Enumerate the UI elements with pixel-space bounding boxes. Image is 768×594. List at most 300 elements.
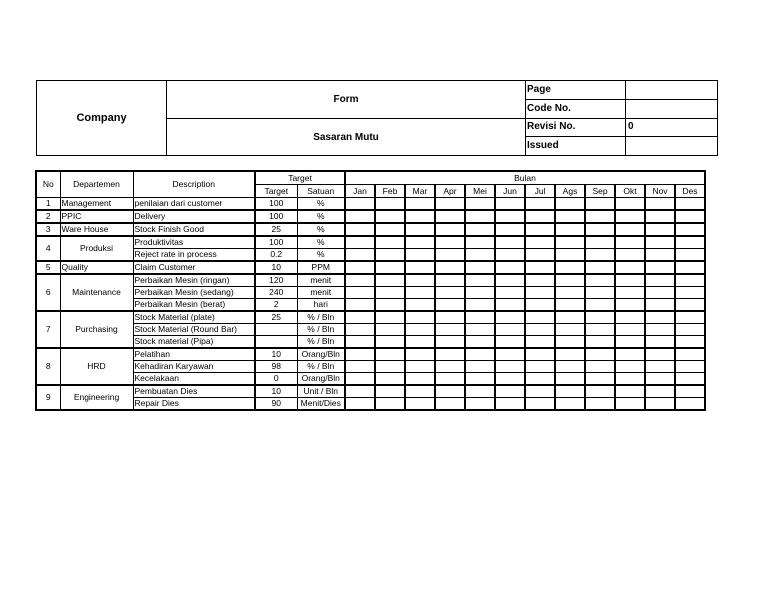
month-cell[interactable] <box>405 210 435 223</box>
month-cell[interactable] <box>555 336 585 349</box>
month-cell[interactable] <box>555 236 585 249</box>
target-cell: 10 <box>255 261 297 274</box>
table-row <box>36 373 705 386</box>
month-cell[interactable] <box>525 261 555 274</box>
month-cell[interactable] <box>465 361 495 373</box>
month-cell[interactable] <box>345 348 375 361</box>
month-cell[interactable] <box>615 373 645 386</box>
month-cell[interactable] <box>525 274 555 287</box>
month-cell[interactable] <box>495 274 525 287</box>
month-cell[interactable] <box>645 373 675 386</box>
month-cell[interactable] <box>405 311 435 324</box>
row-number: 1 <box>36 198 60 211</box>
month-cell[interactable] <box>525 299 555 312</box>
month-cell[interactable] <box>615 261 645 274</box>
month-cell[interactable] <box>375 210 405 223</box>
target-cell: 100 <box>255 198 297 211</box>
month-cell[interactable] <box>525 311 555 324</box>
month-cell[interactable] <box>495 336 525 349</box>
table-row <box>36 236 705 249</box>
satuan-cell: hari <box>297 299 345 312</box>
target-cell: 2 <box>255 299 297 312</box>
satuan-cell: Unit / Bln <box>297 385 345 398</box>
month-cell[interactable] <box>555 398 585 411</box>
month-cell[interactable] <box>615 274 645 287</box>
month-cell[interactable] <box>375 287 405 299</box>
description-cell: Stock material (Pipa) <box>133 336 255 349</box>
meta-label: Code No. <box>526 100 626 118</box>
month-cell[interactable] <box>405 398 435 411</box>
month-header: Apr <box>435 185 465 198</box>
target-cell: 98 <box>255 361 297 373</box>
month-cell[interactable] <box>465 311 495 324</box>
month-cell[interactable] <box>375 311 405 324</box>
month-cell[interactable] <box>345 223 375 236</box>
month-cell[interactable] <box>675 261 705 274</box>
month-cell[interactable] <box>435 249 465 262</box>
month-cell[interactable] <box>675 236 705 249</box>
month-cell[interactable] <box>345 274 375 287</box>
month-cell[interactable] <box>555 210 585 223</box>
department-cell: Produksi <box>60 236 133 261</box>
month-cell[interactable] <box>675 249 705 262</box>
month-cell[interactable] <box>615 236 645 249</box>
month-cell[interactable] <box>615 198 645 211</box>
month-cell[interactable] <box>435 311 465 324</box>
month-cell[interactable] <box>405 261 435 274</box>
description-cell: Reject rate in process <box>133 249 255 262</box>
month-cell[interactable] <box>495 287 525 299</box>
description-cell: Stock Material (Round Bar) <box>133 324 255 336</box>
department-cell: PPIC <box>60 210 133 223</box>
month-cell[interactable] <box>615 223 645 236</box>
month-cell[interactable] <box>585 385 615 398</box>
col-header-no: No <box>36 171 60 198</box>
department-cell: Maintenance <box>60 274 133 311</box>
month-cell[interactable] <box>405 299 435 312</box>
month-header: Jan <box>345 185 375 198</box>
satuan-cell: % <box>297 210 345 223</box>
month-cell[interactable] <box>585 336 615 349</box>
month-cell[interactable] <box>645 223 675 236</box>
form-label: Form <box>167 81 526 119</box>
month-header: Mei <box>465 185 495 198</box>
target-cell: 0.2 <box>255 249 297 262</box>
description-cell: Kecelakaan <box>133 373 255 386</box>
description-cell: Claim Customer <box>133 261 255 274</box>
description-cell: penilaian dari customer <box>133 198 255 211</box>
month-cell[interactable] <box>555 361 585 373</box>
meta-value <box>628 100 717 118</box>
month-cell[interactable] <box>375 236 405 249</box>
month-cell[interactable] <box>345 287 375 299</box>
month-cell[interactable] <box>675 361 705 373</box>
month-cell[interactable] <box>585 198 615 211</box>
month-cell[interactable] <box>495 324 525 336</box>
table-row <box>36 324 705 336</box>
department-cell: Management <box>60 198 133 211</box>
month-cell[interactable] <box>555 223 585 236</box>
table-row <box>36 336 705 349</box>
month-cell[interactable] <box>555 348 585 361</box>
month-cell[interactable] <box>585 311 615 324</box>
month-header: Nov <box>645 185 675 198</box>
description-cell: Repair Dies <box>133 398 255 411</box>
month-cell[interactable] <box>435 287 465 299</box>
month-cell[interactable] <box>675 336 705 349</box>
description-cell: Stock Finish Good <box>133 223 255 236</box>
month-cell[interactable] <box>345 324 375 336</box>
satuan-cell: % <box>297 249 345 262</box>
month-cell[interactable] <box>645 398 675 411</box>
month-cell[interactable] <box>495 385 525 398</box>
month-cell[interactable] <box>465 348 495 361</box>
month-cell[interactable] <box>345 249 375 262</box>
meta-value <box>628 137 717 155</box>
month-cell[interactable] <box>375 223 405 236</box>
target-cell: 10 <box>255 385 297 398</box>
satuan-cell: % <box>297 223 345 236</box>
month-cell[interactable] <box>645 348 675 361</box>
row-number: 8 <box>36 348 60 385</box>
month-cell[interactable] <box>645 210 675 223</box>
month-cell[interactable] <box>525 287 555 299</box>
meta-row-revisi <box>526 118 717 137</box>
month-cell[interactable] <box>345 385 375 398</box>
month-cell[interactable] <box>435 324 465 336</box>
month-cell[interactable] <box>585 373 615 386</box>
month-cell[interactable] <box>645 361 675 373</box>
satuan-cell: % / Bln <box>297 361 345 373</box>
month-cell[interactable] <box>525 398 555 411</box>
month-cell[interactable] <box>555 373 585 386</box>
table-row <box>36 249 705 262</box>
target-cell: 25 <box>255 311 297 324</box>
department-cell: HRD <box>60 348 133 385</box>
month-cell[interactable] <box>675 198 705 211</box>
month-cell[interactable] <box>555 287 585 299</box>
month-cell[interactable] <box>405 361 435 373</box>
month-cell[interactable] <box>525 336 555 349</box>
month-cell[interactable] <box>615 299 645 312</box>
table-row <box>36 223 705 236</box>
month-cell[interactable] <box>495 236 525 249</box>
satuan-cell: % / Bln <box>297 324 345 336</box>
month-cell[interactable] <box>615 336 645 349</box>
month-cell[interactable] <box>675 324 705 336</box>
satuan-cell: % / Bln <box>297 311 345 324</box>
month-cell[interactable] <box>405 198 435 211</box>
month-cell[interactable] <box>375 385 405 398</box>
month-cell[interactable] <box>375 348 405 361</box>
month-cell[interactable] <box>555 385 585 398</box>
satuan-cell: % <box>297 198 345 211</box>
meta-row-code <box>526 100 717 119</box>
description-cell: Stock Material (plate) <box>133 311 255 324</box>
month-cell[interactable] <box>405 249 435 262</box>
month-cell[interactable] <box>555 249 585 262</box>
meta-label: Revisi No. <box>526 118 626 136</box>
table-row <box>36 398 705 411</box>
col-header-departemen: Departemen <box>60 171 133 198</box>
month-cell[interactable] <box>675 223 705 236</box>
month-cell[interactable] <box>675 311 705 324</box>
description-cell: Pelatihan <box>133 348 255 361</box>
month-cell[interactable] <box>495 361 525 373</box>
month-cell[interactable] <box>375 249 405 262</box>
month-cell[interactable] <box>465 223 495 236</box>
month-cell[interactable] <box>525 236 555 249</box>
month-cell[interactable] <box>555 324 585 336</box>
month-cell[interactable] <box>435 210 465 223</box>
month-cell[interactable] <box>525 223 555 236</box>
month-cell[interactable] <box>405 287 435 299</box>
target-cell: 90 <box>255 398 297 411</box>
month-cell[interactable] <box>465 385 495 398</box>
month-header: Sep <box>585 185 615 198</box>
month-cell[interactable] <box>645 236 675 249</box>
meta-row-page <box>526 81 717 100</box>
month-cell[interactable] <box>435 198 465 211</box>
month-cell[interactable] <box>495 348 525 361</box>
month-cell[interactable] <box>435 348 465 361</box>
document-meta <box>526 81 717 155</box>
month-cell[interactable] <box>585 261 615 274</box>
month-cell[interactable] <box>465 336 495 349</box>
month-cell[interactable] <box>645 311 675 324</box>
month-cell[interactable] <box>645 198 675 211</box>
month-cell[interactable] <box>405 373 435 386</box>
month-cell[interactable] <box>555 274 585 287</box>
month-cell[interactable] <box>345 336 375 349</box>
description-cell: Kehadiran Karyawan <box>133 361 255 373</box>
month-cell[interactable] <box>375 324 405 336</box>
month-cell[interactable] <box>645 287 675 299</box>
department-cell: Purchasing <box>60 311 133 348</box>
month-cell[interactable] <box>495 299 525 312</box>
quality-objectives-table <box>35 170 706 411</box>
month-cell[interactable] <box>495 223 525 236</box>
month-cell[interactable] <box>495 398 525 411</box>
table-row <box>36 348 705 361</box>
month-header: Okt <box>615 185 645 198</box>
month-cell[interactable] <box>615 385 645 398</box>
month-cell[interactable] <box>495 210 525 223</box>
month-cell[interactable] <box>585 249 615 262</box>
month-cell[interactable] <box>675 210 705 223</box>
month-cell[interactable] <box>435 299 465 312</box>
month-cell[interactable] <box>495 373 525 386</box>
department-cell: Engineering <box>60 385 133 410</box>
month-cell[interactable] <box>465 236 495 249</box>
month-cell[interactable] <box>435 223 465 236</box>
month-cell[interactable] <box>375 274 405 287</box>
col-header-target: Target <box>255 185 297 198</box>
month-cell[interactable] <box>345 261 375 274</box>
document-header <box>36 80 718 156</box>
month-cell[interactable] <box>405 348 435 361</box>
satuan-cell: menit <box>297 287 345 299</box>
month-cell[interactable] <box>465 261 495 274</box>
table-row <box>36 287 705 299</box>
row-number: 2 <box>36 210 60 223</box>
month-cell[interactable] <box>645 336 675 349</box>
month-cell[interactable] <box>525 249 555 262</box>
month-cell[interactable] <box>555 261 585 274</box>
month-cell[interactable] <box>615 348 645 361</box>
month-cell[interactable] <box>525 348 555 361</box>
month-cell[interactable] <box>405 274 435 287</box>
table-row <box>36 311 705 324</box>
month-cell[interactable] <box>615 398 645 411</box>
month-cell[interactable] <box>645 249 675 262</box>
month-cell[interactable] <box>465 274 495 287</box>
row-number: 3 <box>36 223 60 236</box>
month-cell[interactable] <box>645 261 675 274</box>
month-cell[interactable] <box>465 299 495 312</box>
month-cell[interactable] <box>615 287 645 299</box>
month-cell[interactable] <box>375 373 405 386</box>
month-cell[interactable] <box>585 348 615 361</box>
month-cell[interactable] <box>645 385 675 398</box>
month-cell[interactable] <box>495 198 525 211</box>
month-cell[interactable] <box>345 299 375 312</box>
month-cell[interactable] <box>525 324 555 336</box>
month-cell[interactable] <box>675 373 705 386</box>
month-header: Feb <box>375 185 405 198</box>
month-cell[interactable] <box>645 324 675 336</box>
month-cell[interactable] <box>525 361 555 373</box>
month-cell[interactable] <box>615 210 645 223</box>
month-cell[interactable] <box>405 336 435 349</box>
row-number: 5 <box>36 261 60 274</box>
month-cell[interactable] <box>525 385 555 398</box>
month-cell[interactable] <box>525 198 555 211</box>
document-title: Sasaran Mutu <box>167 119 526 155</box>
department-cell: Quality <box>60 261 133 274</box>
month-cell[interactable] <box>495 311 525 324</box>
month-cell[interactable] <box>435 385 465 398</box>
month-cell[interactable] <box>615 361 645 373</box>
table-row <box>36 198 705 211</box>
month-cell[interactable] <box>525 210 555 223</box>
month-cell[interactable] <box>345 236 375 249</box>
month-cell[interactable] <box>585 287 615 299</box>
month-cell[interactable] <box>675 348 705 361</box>
row-number: 6 <box>36 274 60 311</box>
month-cell[interactable] <box>585 236 615 249</box>
row-number: 7 <box>36 311 60 348</box>
month-cell[interactable] <box>465 249 495 262</box>
department-cell: Ware House <box>60 223 133 236</box>
month-cell[interactable] <box>675 299 705 312</box>
month-cell[interactable] <box>375 361 405 373</box>
month-cell[interactable] <box>555 299 585 312</box>
month-cell[interactable] <box>345 373 375 386</box>
month-cell[interactable] <box>585 398 615 411</box>
month-cell[interactable] <box>375 299 405 312</box>
meta-value: 0 <box>628 121 634 132</box>
month-cell[interactable] <box>585 274 615 287</box>
month-cell[interactable] <box>615 249 645 262</box>
month-cell[interactable] <box>675 385 705 398</box>
month-cell[interactable] <box>375 398 405 411</box>
description-cell: Perbaikan Mesin (berat) <box>133 299 255 312</box>
month-cell[interactable] <box>435 336 465 349</box>
month-header: Mar <box>405 185 435 198</box>
month-cell[interactable] <box>465 398 495 411</box>
month-cell[interactable] <box>345 361 375 373</box>
month-cell[interactable] <box>435 398 465 411</box>
month-cell[interactable] <box>585 223 615 236</box>
month-cell[interactable] <box>375 261 405 274</box>
target-cell: 100 <box>255 210 297 223</box>
month-cell[interactable] <box>465 373 495 386</box>
col-header-description: Description <box>133 171 255 198</box>
month-cell[interactable] <box>435 236 465 249</box>
month-cell[interactable] <box>585 210 615 223</box>
table-header-row <box>36 171 705 185</box>
month-cell[interactable] <box>435 261 465 274</box>
month-cell[interactable] <box>435 274 465 287</box>
month-cell[interactable] <box>435 373 465 386</box>
month-cell[interactable] <box>645 299 675 312</box>
satuan-cell: Orang/Bln <box>297 373 345 386</box>
month-cell[interactable] <box>585 299 615 312</box>
month-cell[interactable] <box>405 223 435 236</box>
month-cell[interactable] <box>615 311 645 324</box>
month-cell[interactable] <box>615 324 645 336</box>
month-cell[interactable] <box>345 198 375 211</box>
month-cell[interactable] <box>465 198 495 211</box>
month-cell[interactable] <box>375 336 405 349</box>
month-cell[interactable] <box>345 210 375 223</box>
month-cell[interactable] <box>345 311 375 324</box>
month-cell[interactable] <box>495 261 525 274</box>
satuan-cell: % / Bln <box>297 336 345 349</box>
month-cell[interactable] <box>405 324 435 336</box>
month-cell[interactable] <box>675 287 705 299</box>
meta-label: Page <box>526 81 626 99</box>
table-row <box>36 299 705 312</box>
col-header-satuan: Satuan <box>297 185 345 198</box>
month-cell[interactable] <box>675 398 705 411</box>
col-header-bulan: Bulan <box>345 171 705 185</box>
month-cell[interactable] <box>405 385 435 398</box>
month-cell[interactable] <box>675 274 705 287</box>
month-cell[interactable] <box>435 361 465 373</box>
month-cell[interactable] <box>465 287 495 299</box>
month-cell[interactable] <box>525 373 555 386</box>
month-cell[interactable] <box>585 324 615 336</box>
month-cell[interactable] <box>645 274 675 287</box>
month-cell[interactable] <box>465 210 495 223</box>
month-cell[interactable] <box>585 361 615 373</box>
month-cell[interactable] <box>555 311 585 324</box>
description-cell: Produktivitas <box>133 236 255 249</box>
month-cell[interactable] <box>495 249 525 262</box>
company-name: Company <box>37 81 167 155</box>
target-cell <box>255 336 297 349</box>
month-cell[interactable] <box>345 398 375 411</box>
satuan-cell: Menit/Dies <box>297 398 345 411</box>
month-cell[interactable] <box>555 198 585 211</box>
target-cell: 10 <box>255 348 297 361</box>
month-cell[interactable] <box>375 198 405 211</box>
month-cell[interactable] <box>465 324 495 336</box>
month-cell[interactable] <box>405 236 435 249</box>
satuan-cell: menit <box>297 274 345 287</box>
